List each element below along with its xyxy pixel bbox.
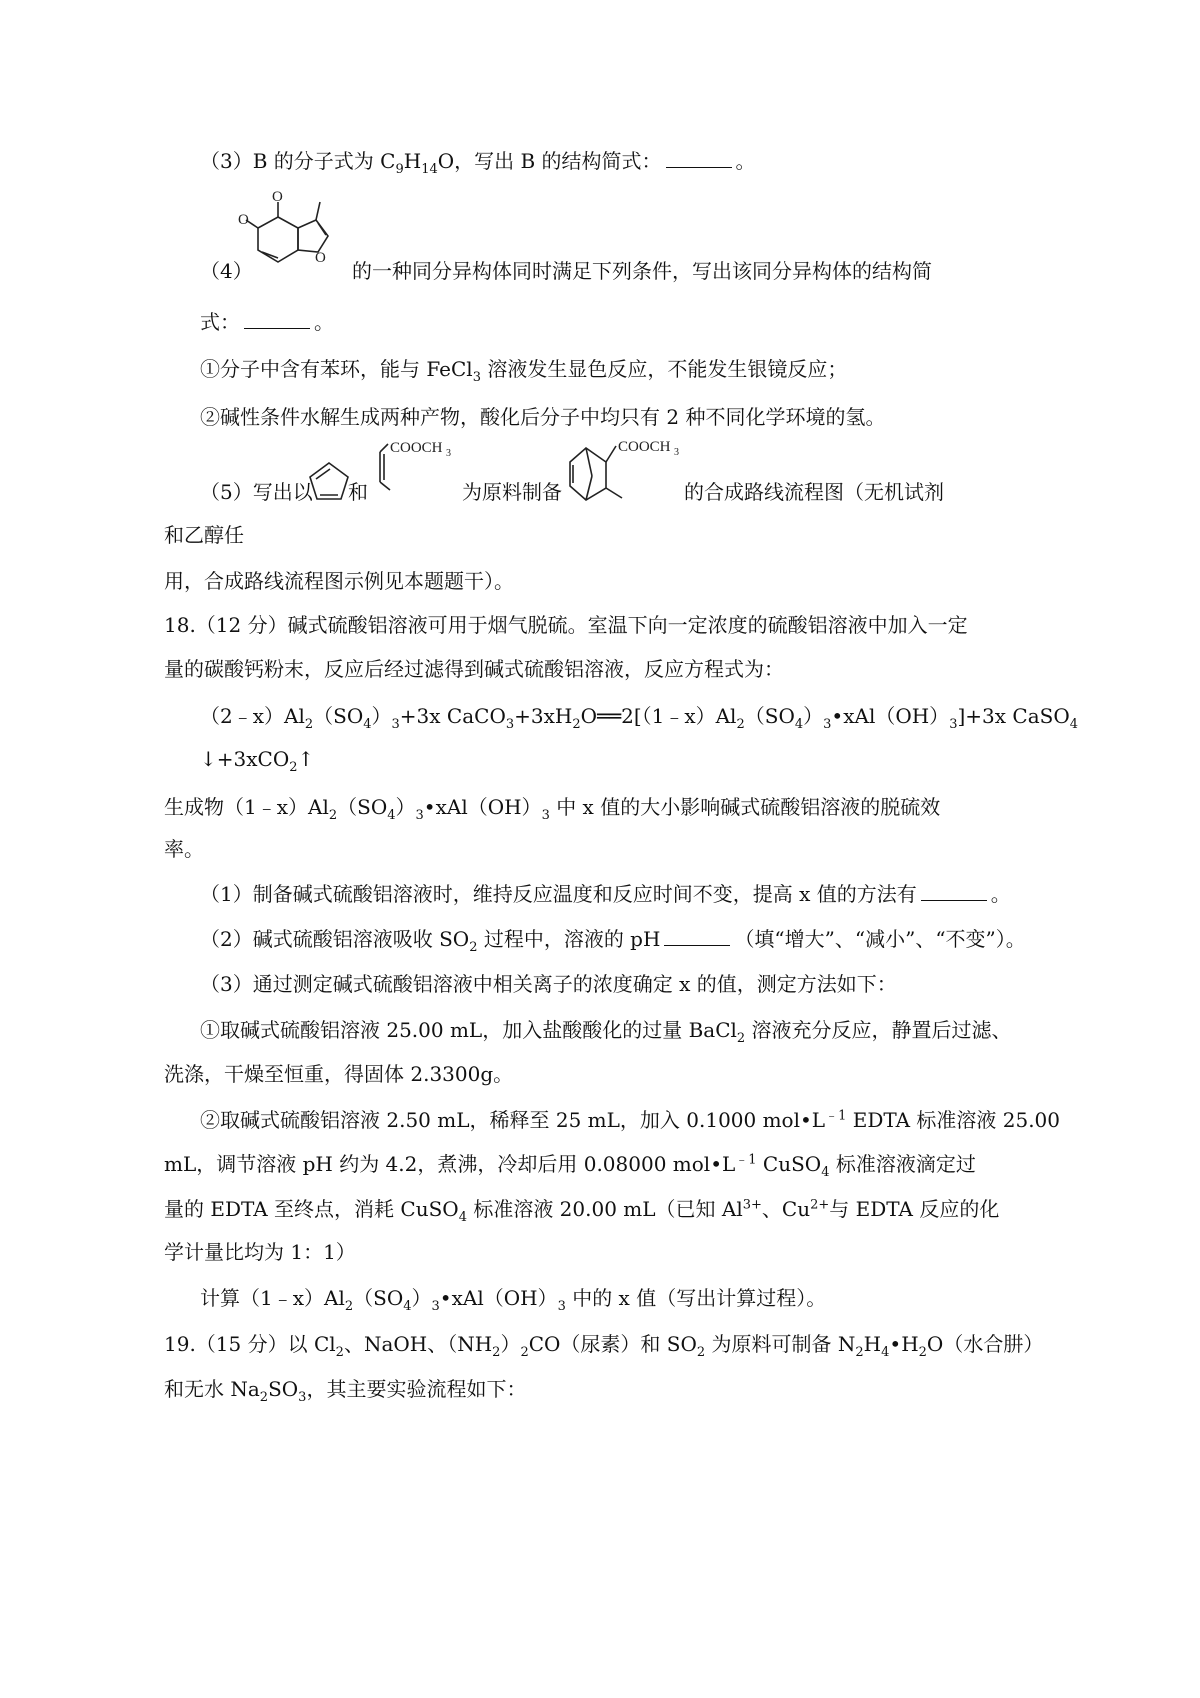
q18-equation-cont: ↓+3xCO$_2$↑ bbox=[200, 747, 315, 775]
q17-part4-cont: 式： 。 bbox=[200, 310, 334, 334]
structure-norbornene-ester bbox=[556, 432, 686, 508]
svg-text:3: 3 bbox=[446, 448, 451, 459]
q17-part5-label: （5）写出以 bbox=[200, 480, 313, 504]
q17-part5-tail: 的合成路线流程图（无机试剂 bbox=[684, 480, 944, 504]
q18-intro-line1: 18.（12 分）碱式硫酸铝溶液可用于烟气脱硫。室温下向一定浓度的硫酸铝溶液中加入一定 bbox=[164, 613, 968, 637]
svg-text:COOCH: COOCH bbox=[390, 440, 443, 456]
svg-text:3: 3 bbox=[674, 447, 679, 458]
q18-sub3: （3）通过测定碱式硫酸铝溶液中相关离子的浓度确定 x 的值，测定方法如下： bbox=[200, 972, 897, 996]
q17-part5-cont2: 用，合成路线流程图示例见本题题干）。 bbox=[164, 569, 514, 593]
q18-method2-cont2: 量的 EDTA 至终点，消耗 CuSO$_4$ 标准溶液 20.00 mL（已知 $Al^{3+}$、$Cu^{2+}$与 EDTA 反应的化 bbox=[164, 1197, 1000, 1225]
q17-part5-and: 和 bbox=[348, 480, 368, 504]
answer-blank[interactable] bbox=[244, 310, 310, 329]
q17-part5-cont1: 和乙醇任 bbox=[164, 523, 244, 547]
svg-text:O: O bbox=[238, 212, 249, 228]
q18-intro-line2: 量的碳酸钙粉末，反应后经过滤得到碱式硫酸铝溶液，反应方程式为： bbox=[164, 657, 784, 681]
q18-method1: ①取碱式硫酸铝溶液 25.00 mL，加入盐酸酸化的过量 BaCl$_2$ 溶液充分反应，静置后过滤、 bbox=[200, 1018, 1012, 1046]
structure-furanone-dione bbox=[238, 190, 348, 282]
q19-line1: 19.（15 分）以 $Cl_2$、NaOH、$(NH_2)_2CO$（尿素）和 $SO_2$ 为原料可制备 $N_2H_4•H_2O$（水合肼） bbox=[164, 1332, 1044, 1360]
answer-blank[interactable] bbox=[921, 882, 987, 901]
q17-part5-raw: 为原料制备 bbox=[462, 480, 562, 504]
q18-product-cont: 率。 bbox=[164, 837, 204, 861]
q18-sub1: （1）制备碱式硫酸铝溶液时，维持反应温度和反应时间不变，提高 x 值的方法有 。 bbox=[200, 882, 1011, 906]
q17-condition-1: ①分子中含有苯环，能与 FeCl$_3$ 溶液发生显色反应，不能发生银镜反应； bbox=[200, 357, 848, 385]
q18-product: 生成物$(1﹣x)Al_2(SO_4)_3•xAl(OH)_3$ 中 x 值的大小影响碱式硫酸铝溶液的脱硫效 bbox=[164, 795, 941, 823]
structure-methyl-crotonate bbox=[368, 436, 463, 501]
answer-blank[interactable] bbox=[666, 149, 732, 168]
svg-text:O: O bbox=[315, 250, 326, 266]
q18-calc: 计算$(1﹣x)Al_2(SO_4)_3•xAl(OH)_3$ 中的 x 值（写出计算过程）。 bbox=[200, 1286, 827, 1314]
q19-line2: 和无水 $Na_2SO_3$，其主要实验流程如下： bbox=[164, 1377, 527, 1405]
answer-blank[interactable] bbox=[664, 927, 730, 946]
svg-text:O: O bbox=[272, 190, 283, 205]
q17-part4-text: 的一种同分异构体同时满足下列条件，写出该同分异构体的结构简 bbox=[352, 259, 932, 283]
q18-method2-cont1: mL，调节溶液 pH 约为 4.2，煮沸，冷却后用 0.08000 $mol•L^{﹣1}$ CuSO$_4$ 标准溶液滴定过 bbox=[164, 1152, 976, 1180]
q17-condition-2: ②碱性条件水解生成两种产物，酸化后分子中均只有 2 种不同化学环境的氢。 bbox=[200, 405, 886, 429]
svg-text:COOCH: COOCH bbox=[618, 439, 671, 455]
q18-method1-cont: 洗涤，干燥至恒重，得固体 2.3300g。 bbox=[164, 1062, 514, 1086]
structure-cyclopentadiene bbox=[304, 457, 354, 507]
q17-part3: （3）B 的分子式为 $C_9H_{14}O$，写出 B 的结构简式： 。 bbox=[200, 149, 756, 177]
q17-part4-label: （4） bbox=[200, 259, 253, 283]
q18-sub2: （2）碱式硫酸铝溶液吸收 $SO_2$ 过程中，溶液的 pH （填“增大”、“减小”、“不变”）。 bbox=[200, 927, 1026, 955]
q18-method2-cont3: 学计量比均为 1：1） bbox=[164, 1240, 356, 1264]
q18-method2: ②取碱式硫酸铝溶液 2.50 mL，稀释至 25 mL，加入 0.1000 $mol•L^{﹣1}$ EDTA 标准溶液 25.00 bbox=[200, 1108, 1061, 1132]
q18-equation: $(2﹣x)Al_2(SO_4)_3+3x$ $CaCO_3+3xH_2O══2[(1﹣x)Al_2(SO_4)_3•xAl(OH)_3]+3x$ CaSO$_4$ bbox=[200, 704, 1078, 732]
